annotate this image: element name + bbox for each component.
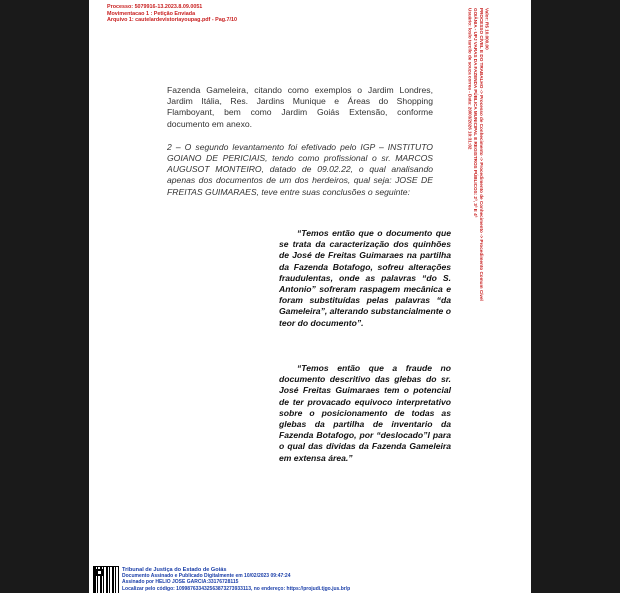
signed-by: Assinado por HELIO JOSE GARCIA:33176728115	[122, 579, 239, 586]
side-stamp-user: Usuário: loslo tarcilo de souza correa - Data: 20/03/2026 10:31:02	[467, 8, 473, 150]
document-page	[89, 0, 531, 593]
document-body	[167, 85, 433, 198]
side-stamp	[467, 8, 489, 388]
side-stamp-value: Valor: R$ 10.000,00	[484, 8, 490, 50]
process-header	[107, 4, 237, 24]
quote-2: “Temos então que a fraude no documento descritivo das glebas do sr. José Freitas Guimaraes tem o potencial de ter provacado equivoco interpretativo sobre o posicionamento de todas as glebas da partilha de inventario da Fazenda Botafogo, por “deslocado”l para o qual das dividas da Fazenda Gameleira em extensa área.”	[279, 363, 451, 463]
movement-info: Movimentacao 1 : Petição Enviada	[107, 10, 196, 17]
qr-code-icon	[94, 567, 118, 593]
signature-footer	[94, 565, 474, 593]
side-stamp-class: PROCESSO CÍVEL E DO TRABALHO -> Processo de Conhecimento -> Procedimento de Conhecimento -> Procedimento Comum Cível	[478, 8, 484, 301]
quote-1: “Temos então que o documento que se trata da caracterização dos quinhões de José de Freitas Guimaraes na partilha da Fazenda Botafogo, sofreu alterações fraudulentas, onde as palavras “do S. Antonio” sofreram raspagem mecânica e foram substituídas pelas palavras “da Gameleira”, alterando substancialmente o teor do documento”.	[279, 228, 451, 328]
paragraph-1: Fazenda Gameleira, citando como exemplos o Jardim Londres, Jardim Itália, Res. Jardins Munique e Áreas do Shopping Flamboyant, bem como Jardim Goiás Extensão, conforme documento em anexo.	[167, 85, 433, 129]
process-number: Processo: 5079916-13.2023.8.09.0051	[107, 4, 203, 10]
locate-code: Localizar pelo código: 109987633432563873273933113, no endereço: https://projudi.tjgo.jus.br/p	[122, 585, 351, 592]
paragraph-2: 2 – O segundo levantamento foi efetivado pelo IGP – INSTITUTO GOIANO DE PERICIAIS, tendo como profissional o sr. MARCOS AUGUSOT MONTEIRO, datado de 09.02.22, o qual analisando apenas dos documentos de um dos herdeiros, qual seja: JOSE DE FREITAS GUIMARAES, teve entre suas conclusões o seguinte:	[167, 141, 433, 197]
signed-date: Documento Assinado e Publicado Digitalmente em 10/02/2023 09:47:24	[122, 573, 291, 580]
side-stamp-court: GOIÂNIA - UPJ VARAS DA FAZENDA PÚBLICA MUNICIPAL E REGISTROS PÚBLICOS: 2ª, 3ª E 4ª	[473, 8, 479, 218]
file-info: Arquivo 1: cautelardevistoriayoupag.pdf - Pag.7/10	[107, 17, 238, 24]
court-name: Tribunal de Justiça do Estado de Goiás	[122, 567, 227, 573]
